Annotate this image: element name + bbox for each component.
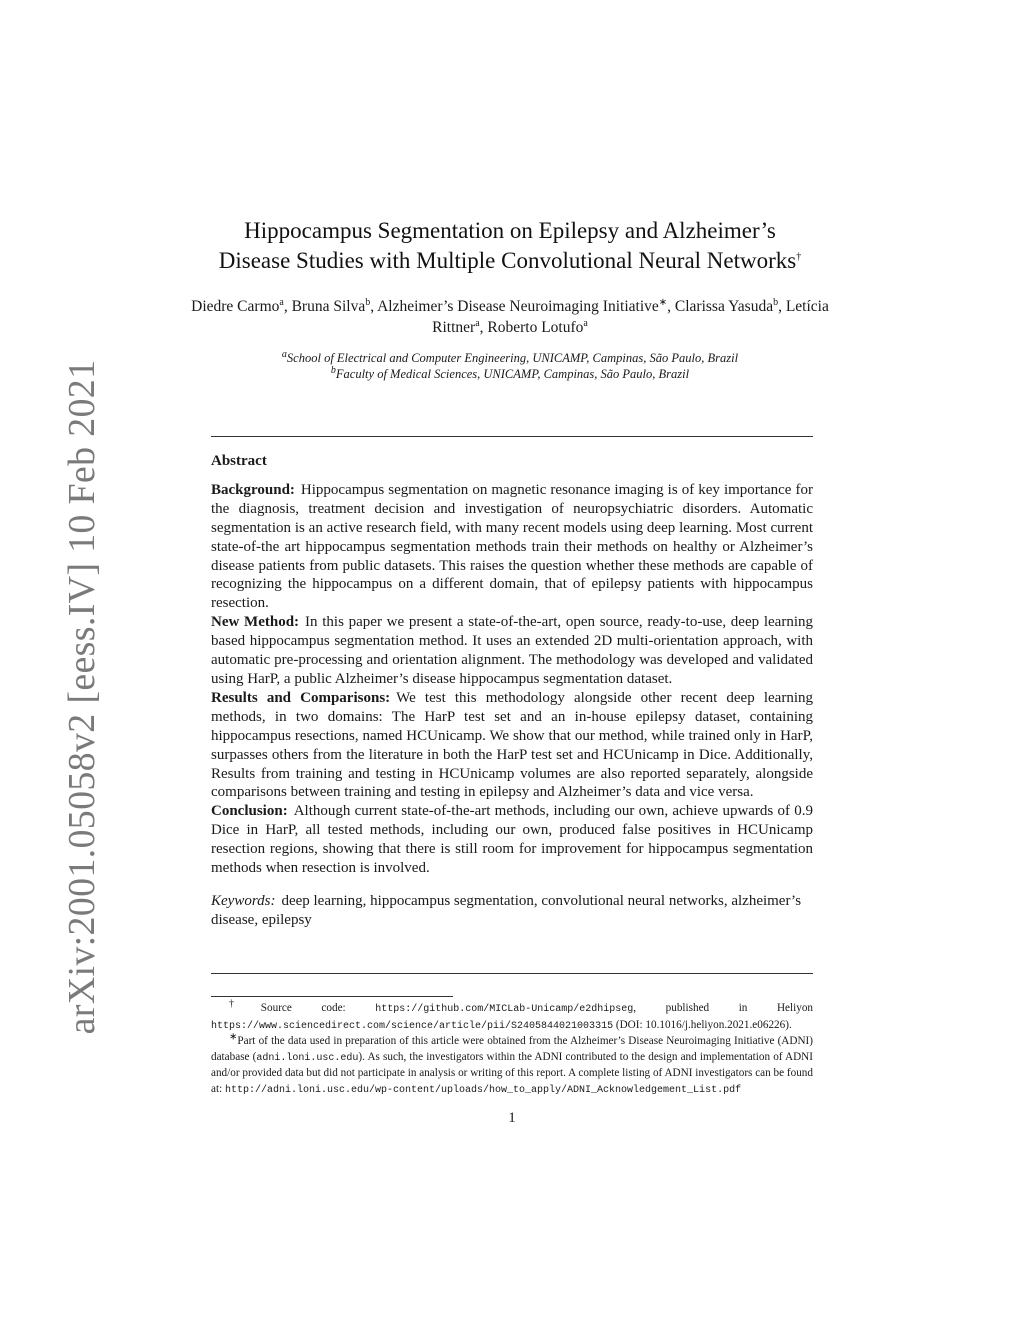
arxiv-identifier: arXiv:2001.05058v2 [eess.IV] 10 Feb 2021 [61, 359, 103, 1035]
page-number: 1 [508, 1110, 516, 1126]
title-line-1: Hippocampus Segmentation on Epilepsy and Alzheimer’s [244, 218, 776, 243]
affiliations [170, 350, 850, 382]
title-dagger-mark: † [796, 251, 802, 263]
footnotes [211, 998, 814, 1099]
author-name: Roberto Lotufo [487, 319, 584, 336]
adni-site-link[interactable]: adni.loni.usc.edu [256, 1052, 359, 1064]
footnote-adni: ∗Part of the data used in preparation of this article were obtained from the Alzheimer’s Disease Neuroimaging Initiative (ADNI) database (adni.loni.usc.edu). As such, the investigators within the ADNI contributed to the design and implementation of ADNI and/or provided data but did not participate in analysis or writing of this report. A complete listing of ADNI investigators can be found at: http://adni.loni.usc.edu/wp-content/uploads/how_to_apply/ADNI_Acknowledgement_List.pdf [211, 1031, 813, 1096]
author-name: Bruna Silva [291, 298, 366, 315]
paper-title [150, 216, 870, 276]
abstract-bottom-rule [211, 973, 813, 974]
author-name: Letícia Rittner [432, 298, 829, 336]
affiliation-a: $^a$School of Electrical and Computer Engineering, UNICAMP, Campinas, São Paulo, Brazil [281, 348, 739, 365]
abstract-background: Background: Hippocampus segmentation on magnetic resonance imaging is of key importance for the diagnosis, treatment decision and investigation of neuropsychiatric disorders. Automatic segmentation is an active research field, with many recent models using deep learning. Most current state-of-the art hippocampus segmentation methods train their methods on healthy or Alzheimer’s disease patients from public datasets. This raises the question whether these methods are capable of recognizing the hippocampus on a different domain, that of epilepsy patients with hippocampus resection. [211, 481, 813, 612]
author-name: Clarissa Yasuda [674, 298, 774, 315]
arxiv-side-stamp [58, 359, 106, 1035]
author-list: Diedre Carmo$^a$, Bruna Silva$^b$, Alzheimer’s Disease Neuroimaging Initiative∗, Clarissa Yasuda$^b$, Letícia Rittner$^a$, Roberto Lotufo$^a$ [191, 296, 829, 336]
title-line-2: Disease Studies with Multiple Convolutional Neural Networks† [218, 248, 802, 273]
keywords: Keywords: deep learning, hippocampus segmentation, convolutional neural networks, alzheimer’s disease, epilepsy [211, 892, 802, 928]
abstract-top-rule [211, 436, 813, 437]
heliyon-link[interactable]: https://www.sciencedirect.com/science/article/pii/S2405844021003315 [211, 1020, 614, 1032]
affiliation-b: $^b$Faculty of Medical Sciences, UNICAMP, Campinas, São Paulo, Brazil [330, 364, 690, 381]
abstract-conclusion: Conclusion: Although current state-of-the-art methods, including our own, achieve upwards of 0.9 Dice in HarP, all tested methods, including our own, produced false positives in HCUnicamp resection regions, showing that there is still room for improvement for hippocampus segmentation methods when resection is involved. [211, 803, 813, 877]
author-name: Diedre Carmo [191, 298, 280, 315]
author-name: Alzheimer’s Disease Neuroimaging Initiative [377, 298, 659, 315]
adni-list-link[interactable]: http://adni.loni.usc.edu/wp-content/uploads/how_to_apply/ADNI_Acknowledgement_List.pdf [224, 1084, 742, 1096]
source-code-link[interactable]: https://github.com/MICLab-Unicamp/e2dhipseg [375, 1004, 634, 1015]
abstract-heading: Abstract [211, 453, 267, 469]
abstract-results: Results and Comparisons: We test this methodology alongside other recent deep learning methods, in two domains: The HarP test set and an in-house epilepsy dataset, containing hippocampus resections, named HCUnicamp. We show that our method, while trained only in HarP, surpasses others from the literature in both the HarP test set and HCUnicamp in Dice. Additionally, Results from training and testing in HCUnicamp volumes are also reported separately, alongside comparisons between training and testing in epilepsy and Alzheimer’s data and vice versa. [211, 689, 813, 801]
abstract-block [211, 452, 813, 930]
footnote-rule [211, 996, 453, 997]
abstract-new-method: New Method: In this paper we present a state-of-the-art, open source, ready-to-use, deep learning based hippocampus segmentation method. It uses an extended 2D multi-orientation approach, with automatic pre-processing and orientation alignment. The methodology was developed and validated using HarP, a public Alzheimer’s disease hippocampus segmentation dataset. [211, 614, 813, 687]
footnote-source-code: †Source code: https://github.com/MICLab-Unicamp/e2dhipseg, published in Heliyon https://www.sciencedirect.com/science/article/pii/S2405844021003315 (DOI: 10.1016/j.heliyon.2021.e06226). [211, 998, 814, 1032]
